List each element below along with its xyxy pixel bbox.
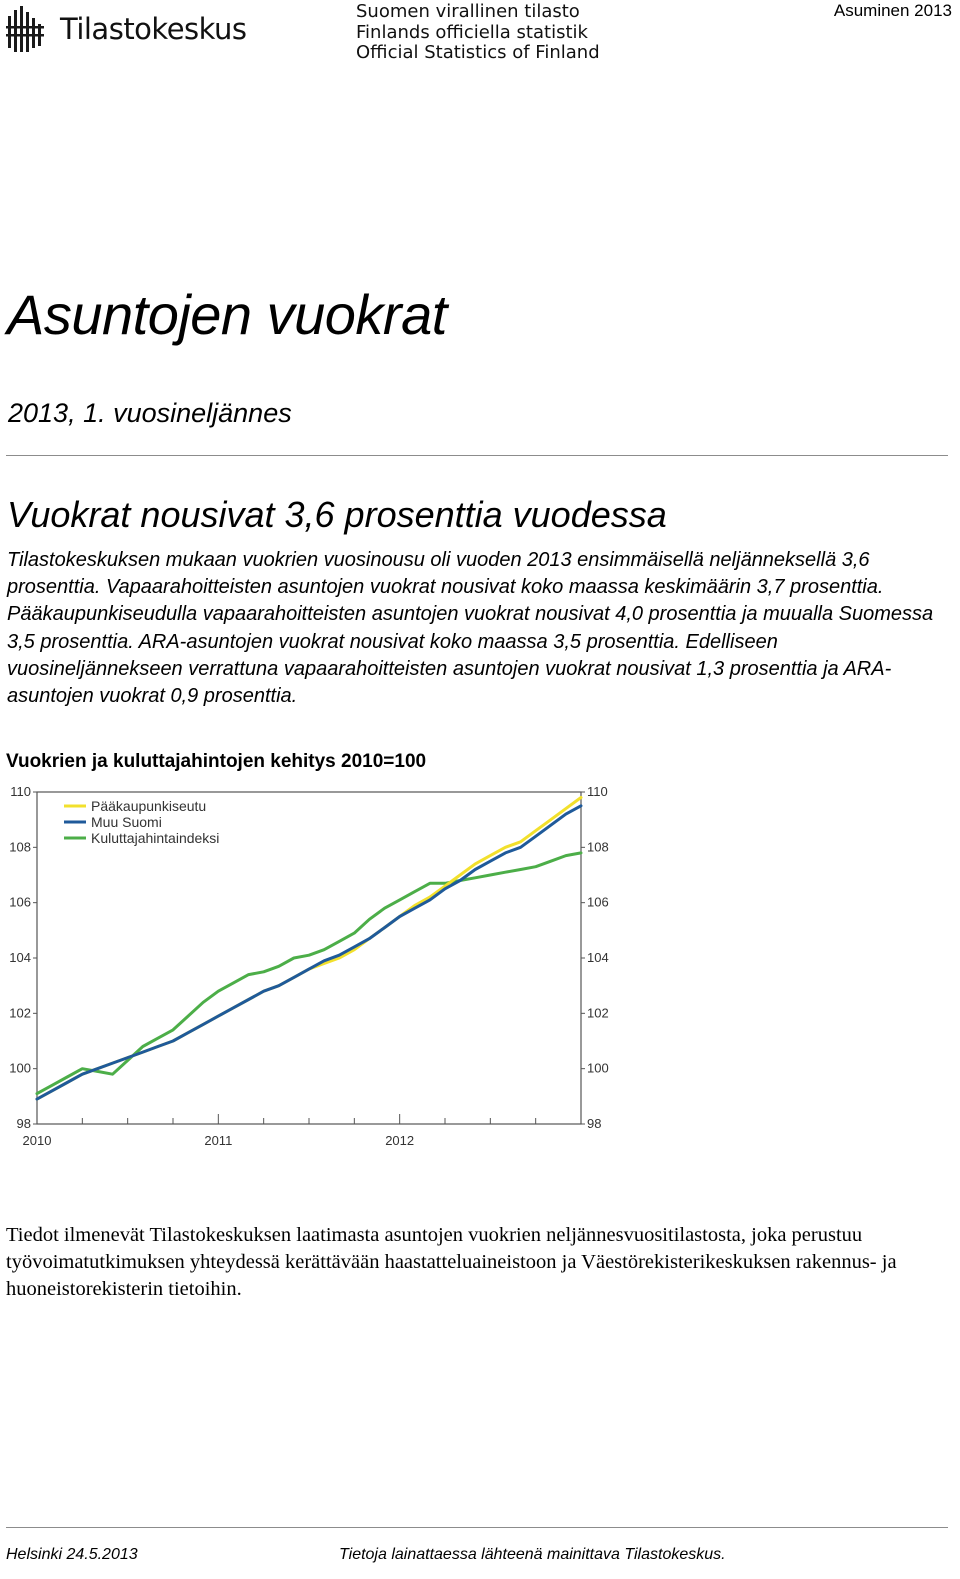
tilastokeskus-logo[interactable] xyxy=(6,4,247,54)
official-line-en: Official Statistics of Finland xyxy=(356,42,600,63)
y-tick-label-right: 100 xyxy=(587,1060,609,1076)
legend-label: Kuluttajahintaindeksi xyxy=(91,830,220,846)
headline: Vuokrat nousivat 3,6 prosenttia vuodessa xyxy=(7,494,667,535)
y-tick-label-left: 102 xyxy=(9,1005,31,1021)
official-statistics-label xyxy=(356,2,600,64)
y-tick-label-right: 106 xyxy=(587,894,609,910)
y-tick-label-right: 110 xyxy=(587,784,608,799)
legend-label: Muu Suomi xyxy=(91,814,162,830)
series-label: Asuminen 2013 xyxy=(833,1,952,20)
rent-index-chart xyxy=(0,780,620,1160)
y-tick-label-left: 108 xyxy=(9,839,31,855)
official-line-fi: Suomen virallinen tilasto xyxy=(356,1,580,22)
lead-paragraph: Tilastokeskuksen mukaan vuokrien vuosinousu oli vuoden 2013 ensimmäisellä neljänneksellä 3,6 prosenttia. Vapaarahoitteisten asuntojen vuokrat nousivat koko maassa keskimäärin 3,7 prosenttia. Pääkaupunkiseudulla vapaarahoitteisten asuntojen vuokrat nousivat 4,0 prosenttia ja muualla Suomessa 3,5 prosenttia. ARA-asuntojen vuokrat nousivat koko maassa 3,5 prosenttia. Edelliseen vuosineljännekseen verrattuna vapaarahoitteisten asuntojen vuokrat nousivat 1,3 prosenttia ja ARA-asuntojen vuokrat 0,9 prosenttia. xyxy=(7,549,934,708)
period-subtitle: 2013, 1. vuosineljännes xyxy=(8,398,292,428)
y-tick-label-left: 106 xyxy=(9,894,31,910)
y-tick-label-right: 108 xyxy=(587,839,609,855)
y-tick-label-right: 102 xyxy=(587,1005,609,1021)
source-description: Tiedot ilmenevät Tilastokeskuksen laatimasta asuntojen vuokrien neljännesvuositilastosta, joka perustuu työvoimatutkimuksen yhteydessä kerättävään haastatteluaineistoon ja Väestörekisterikeskuksen rakennus- ja huoneistorekisterin tietoihin. xyxy=(6,1224,897,1301)
x-tick-label: 2010 xyxy=(22,1133,52,1148)
footer-place-date: Helsinki 24.5.2013 xyxy=(6,1546,138,1563)
logo-mark-icon xyxy=(6,4,52,54)
y-tick-label-left: 100 xyxy=(9,1060,31,1076)
bottom-divider xyxy=(6,1527,948,1528)
y-tick-label-left: 104 xyxy=(9,950,31,965)
y-tick-label-right: 104 xyxy=(587,950,609,965)
chart-title: Vuokrien ja kuluttajahintojen kehitys 2010=100 xyxy=(6,751,427,772)
y-tick-label-right: 98 xyxy=(587,1116,602,1131)
top-divider xyxy=(6,455,948,456)
logo-text: Tilastokeskus xyxy=(60,12,247,46)
y-tick-label-left: 110 xyxy=(10,784,31,799)
legend-label: Pääkaupunkiseutu xyxy=(91,798,207,814)
x-tick-label: 2012 xyxy=(385,1133,415,1148)
page-title: Asuntojen vuokrat xyxy=(7,283,447,346)
y-tick-label-left: 98 xyxy=(16,1116,31,1131)
x-tick-label: 2011 xyxy=(204,1133,233,1148)
official-line-sv: Finlands officiella statistik xyxy=(356,21,588,43)
footer-citation: Tietoja lainattaessa lähteenä mainittava Tilastokeskus. xyxy=(339,1546,726,1563)
